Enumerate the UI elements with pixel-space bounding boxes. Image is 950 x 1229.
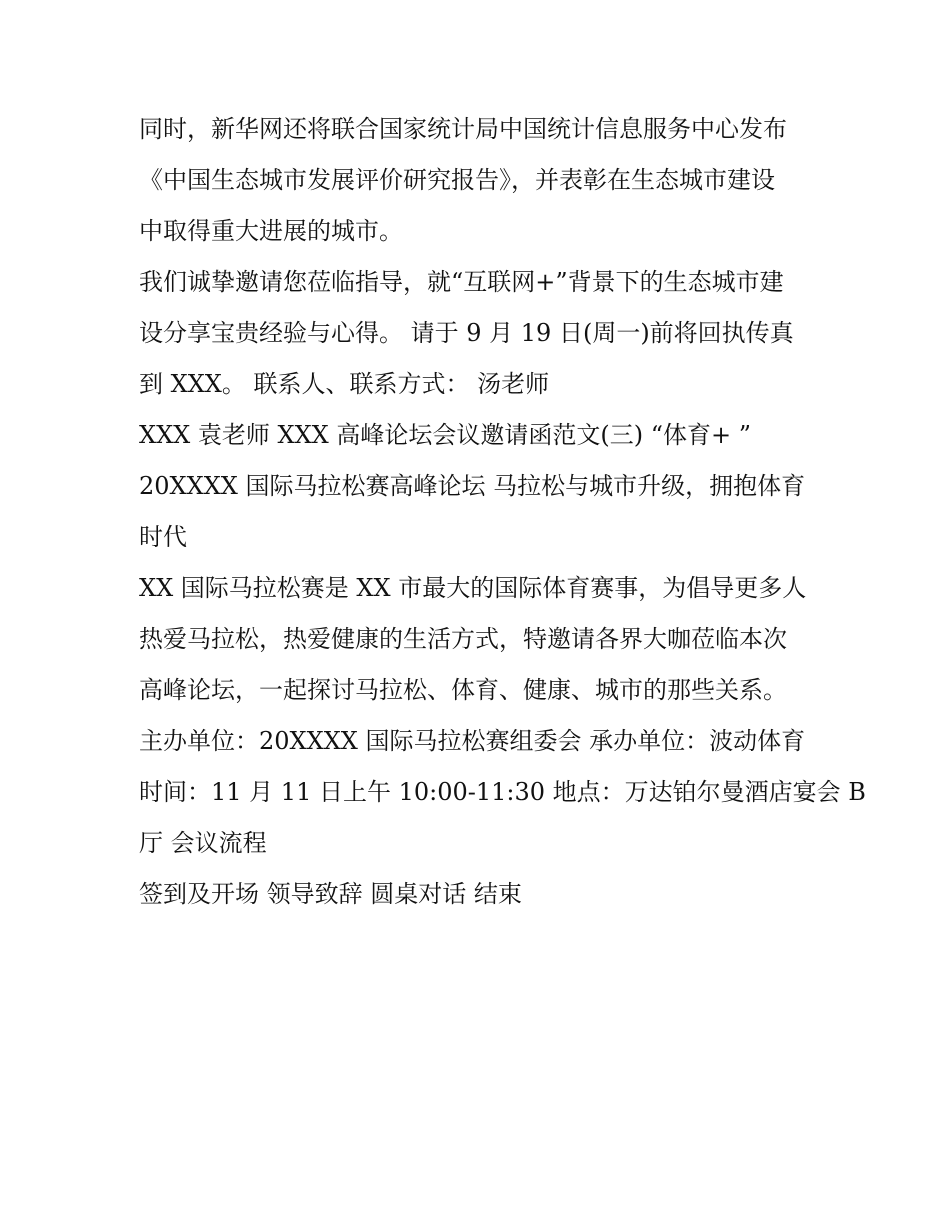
text-line: 厅 会议流程	[139, 829, 267, 857]
document-body	[139, 104, 866, 920]
text-line: 时间：11 月 11 日上午 10:00-11:30 地点：万达铂尔曼酒店宴会 B	[139, 778, 866, 806]
text-line: 《中国生态城市发展评价研究报告》，并表彰在生态城市建设	[139, 166, 775, 194]
text-line: 同时，新华网还将联合国家统计局中国统计信息服务中心发布	[139, 115, 787, 143]
text-line: 到 XXX。 联系人、联系方式： 汤老师	[139, 370, 550, 398]
paragraph-xinhua-report	[139, 104, 819, 257]
text-line: 高峰论坛，一起探讨马拉松、体育、健康、城市的那些关系。	[139, 676, 787, 704]
text-line: 20XXXX 国际马拉松赛高峰论坛 马拉松与城市升级，拥抱体育	[139, 472, 806, 500]
paragraph-marathon-intro	[139, 563, 819, 716]
text-line: 主办单位：20XXXX 国际马拉松赛组委会 承办单位：波动体育	[139, 727, 806, 755]
paragraph-time-location	[139, 767, 866, 869]
paragraph-contact-and-title	[139, 410, 819, 461]
text-line: XXX 袁老师 XXX 高峰论坛会议邀请函范文(三) “体育+ ”	[139, 421, 752, 449]
text-line: 热爱马拉松，热爱健康的生活方式，特邀请各界大咖莅临本次	[139, 625, 787, 653]
text-line: 我们诚挚邀请您莅临指导，就“互联网+”背景下的生态城市建	[139, 268, 784, 296]
text-line: 中取得重大进展的城市。	[139, 217, 403, 245]
text-line: 设分享宝贵经验与心得。 请于 9 月 19 日(周一)前将回执传真	[139, 319, 794, 347]
paragraph-forum-theme	[139, 461, 819, 563]
paragraph-organizers	[139, 716, 819, 767]
text-line: 签到及开场 领导致辞 圆桌对话 结束	[139, 880, 522, 908]
paragraph-agenda	[139, 869, 819, 920]
text-line: 时代	[139, 523, 187, 551]
paragraph-invitation	[139, 257, 819, 410]
text-line: XX 国际马拉松赛是 XX 市最大的国际体育赛事，为倡导更多人	[139, 574, 807, 602]
